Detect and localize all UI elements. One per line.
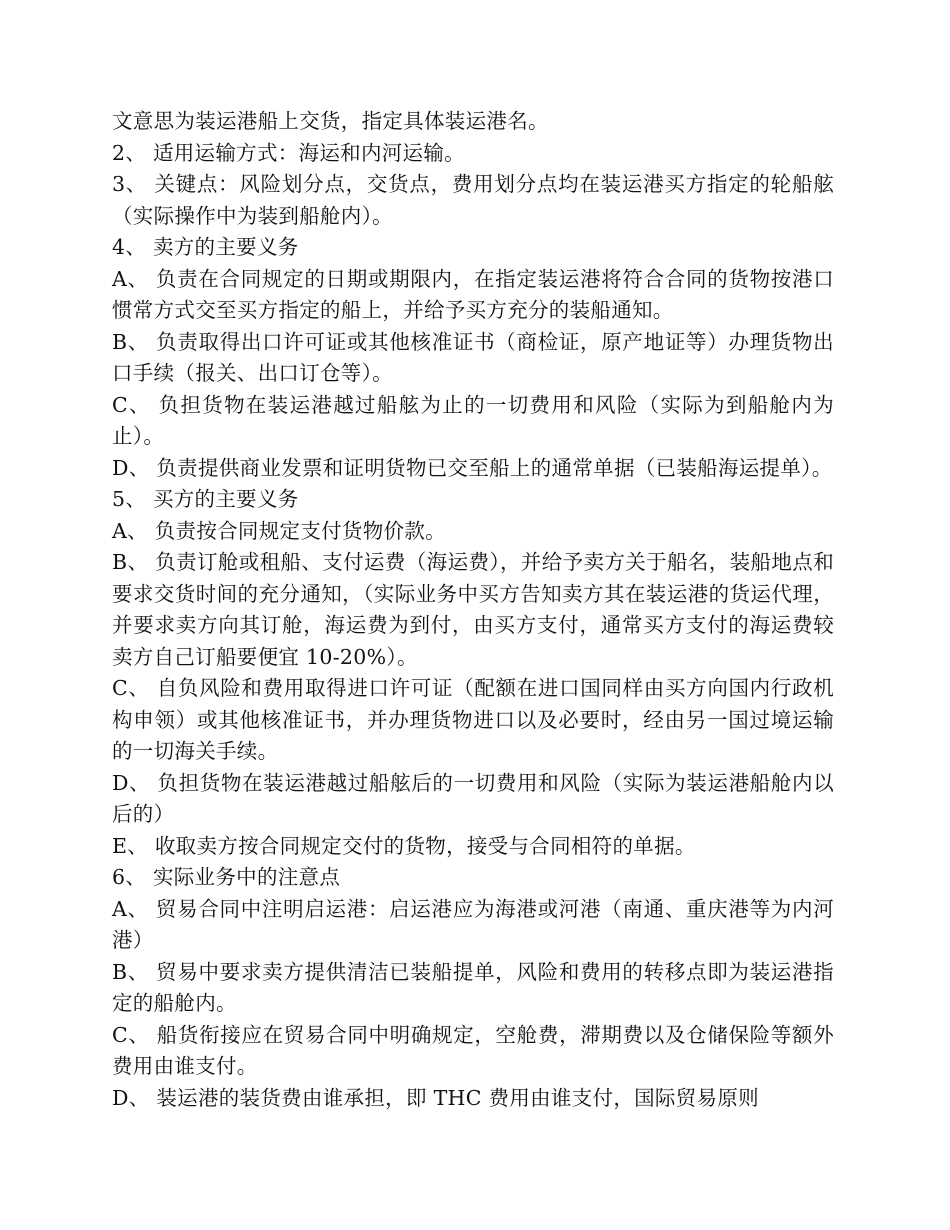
paragraph-seller-b: B、 负责取得出口许可证或其他核准证书（商检证，原产地证等）办理货物出口手续（报关、出口订仓等）。 <box>112 329 834 385</box>
paragraph-key-points: 3、 关键点：风险划分点，交货点，费用划分点均在装运港买方指定的轮船舷（实际操作中为装到船舱内）。 <box>112 172 834 228</box>
heading-buyer-obligations: 5、 买方的主要义务 <box>112 487 299 511</box>
paragraph-buyer-a: A、 负责按合同规定支付货物价款。 <box>112 518 446 543</box>
paragraph-note-b: B、 贸易中要求卖方提供清洁已装船提单，风险和费用的转移点即为装运港指定的船舱内。 <box>112 959 834 1015</box>
paragraph-note-a: A、 贸易合同中注明启运港：启运港应为海港或河港（南通、重庆港等为内河港） <box>112 896 834 952</box>
paragraph-seller-d: D、 负责提供商业发票和证明货物已交至船上的通常单据（已装船海运提单）。 <box>112 455 833 480</box>
paragraph-buyer-c: C、 自负风险和费用取得进口许可证（配额在进口国同样由买方向国内行政机构申领）或其他核准证书，并办理货物进口以及必要时，经由另一国过境运输的一切海关手续。 <box>112 676 834 763</box>
document-page <box>112 106 834 1114</box>
paragraph-buyer-d: D、 负担货物在装运港越过船舷后的一切费用和风险（实际为装运港船舱内以后的） <box>112 770 834 826</box>
paragraph-intro-continued: 文意思为装运港船上交货，指定具体装运港名。 <box>112 109 549 133</box>
paragraph-seller-a: A、 负责在合同规定的日期或期限内，在指定装运港将符合合同的货物按港口惯常方式交至买方指定的船上，并给予买方充分的装船通知。 <box>112 266 834 322</box>
paragraph-buyer-b: B、 负责订舱或租船、支付运费（海运费），并给予卖方关于船名，装船地点和要求交货时间的充分通知，（实际业务中买方告知卖方其在装运港的货运代理，并要求卖方向其订舱，海运费为到付，由买方支付，通常买方支付的海运费较卖方自己订船要便宜 10-20%）。 <box>112 550 834 669</box>
paragraph-seller-c: C、 负担货物在装运港越过船舷为止的一切费用和风险（实际为到船舱内为止）。 <box>112 392 834 448</box>
heading-practical-notes: 6、 实际业务中的注意点 <box>112 865 341 889</box>
paragraph-note-c: C、 船货衔接应在贸易合同中明确规定，空舱费，滞期费以及仓储保险等额外费用由谁支付。 <box>112 1022 834 1078</box>
paragraph-note-d: D、 装运港的装货费由谁承担，即 THC 费用由谁支付，国际贸易原则 <box>112 1085 759 1110</box>
paragraph-buyer-e: E、 收取卖方按合同规定交付的货物，接受与合同相符的单据。 <box>112 833 696 858</box>
heading-seller-obligations: 4、 卖方的主要义务 <box>112 235 299 259</box>
paragraph-transport-mode: 2、 适用运输方式：海运和内河运输。 <box>112 140 465 165</box>
